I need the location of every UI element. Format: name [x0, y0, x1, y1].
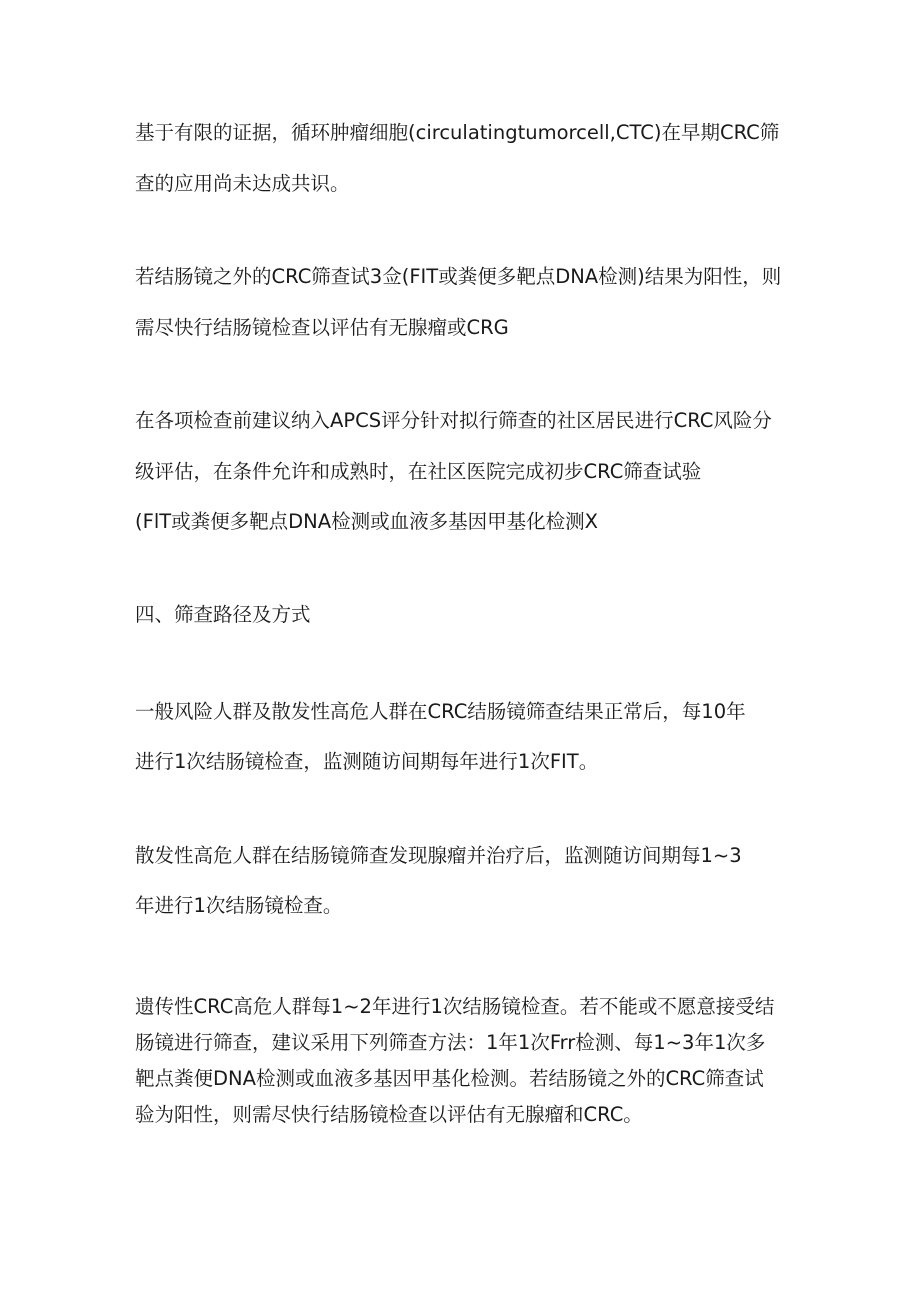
paragraph-7-line-2: 肠镜进行筛查，建议采用下列筛查方法：1年1次Frr检测、每1~3年1次多 — [135, 1031, 766, 1054]
paragraph-2-line-2: 需尽快行结肠镜检查以评估有无腺瘤或CRG — [135, 316, 509, 339]
section-heading: 四、筛查路径及方式 — [135, 603, 311, 626]
paragraph-5-line-1: 一般风险人群及散发性高危人群在CRC结肠镜筛查结果正常后，每10年 — [135, 700, 746, 723]
paragraph-6-line-2: 年进行1次结肠镜检查。 — [135, 894, 343, 917]
paragraph-5-line-2: 进行1次结肠镜检查，监测随访间期每年进行1次FIT。 — [135, 750, 599, 773]
paragraph-3-line-1: 在各项检查前建议纳入APCS评分针对拟行筛查的社区居民进行CRC风险分 — [135, 409, 772, 432]
paragraph-1-line-1: 基于有限的证据，循环肿瘤细胞(circulatingtumorcell,CTC)在早期CRC筛 — [135, 121, 780, 144]
paragraph-3-line-2: 级评估，在条件允许和成熟时，在社区医院完成初步CRC筛查试验 — [135, 460, 702, 483]
paragraph-1-line-2: 查的应用尚未达成共识。 — [135, 172, 350, 195]
paragraph-3-line-3: (FlT或粪便多靶点DNA检测或血液多基因甲基化检测X — [135, 510, 598, 533]
paragraph-7-line-4: 验为阳性，则需尽快行结肠镜检查以评估有无腺瘤和CRC。 — [135, 1103, 643, 1126]
paragraph-6-line-1: 散发性高危人群在结肠镜筛查发现腺瘤并治疗后，监测随访间期每1~3 — [135, 844, 742, 867]
paragraph-7-line-3: 靶点粪便DNA检测或血液多基因甲基化检测。若结肠镜之外的CRC筛查试 — [135, 1067, 764, 1090]
paragraph-2-line-1: 若结肠镜之外的CRC筛查试3佥(FIT或粪便多靶点DNA检测)结果为阳性，则 — [135, 265, 782, 288]
paragraph-7-line-1: 遗传性CRC高危人群每1~2年进行1次结肠镜检查。若不能或不愿意接受结 — [135, 995, 775, 1018]
